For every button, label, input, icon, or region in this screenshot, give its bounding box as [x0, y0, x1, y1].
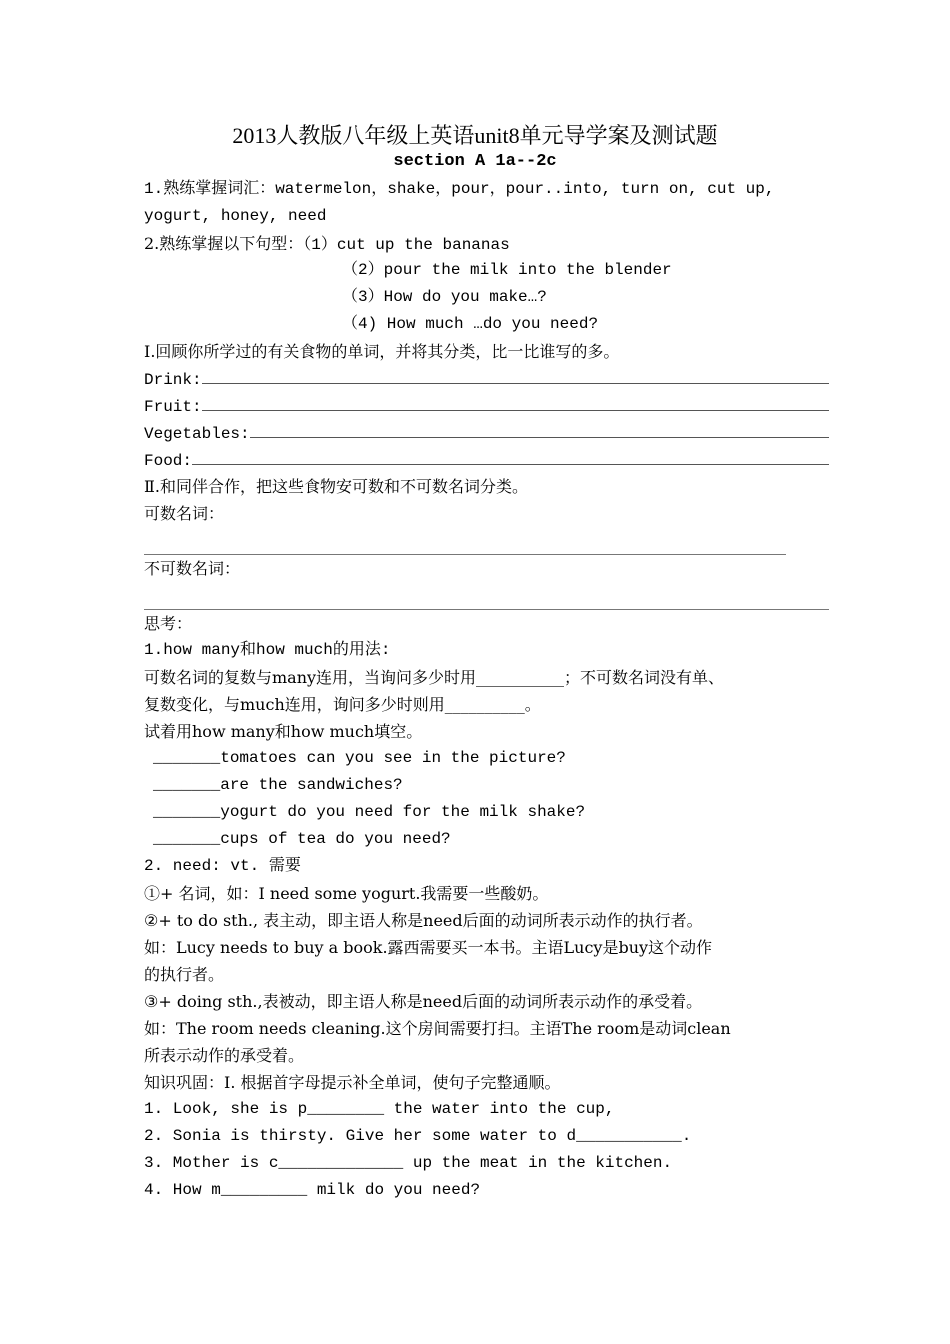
need-usage-3-example-2: 所表示动作的承受着。	[144, 1046, 305, 1065]
exercise-2: 2. Sonia is thirsty. Give her some water to d___________.	[144, 1127, 692, 1145]
goal-2-row	[144, 230, 829, 257]
food-label: Food:	[144, 452, 193, 470]
document-title: 2013人教版八年级上英语unit8单元导学案及测试题	[232, 123, 718, 148]
consolidate-heading: 知识巩固：I. 根据首字母提示补全单词，使句子完整通顺。	[144, 1073, 561, 1092]
uncountable-answer-line[interactable]	[144, 582, 829, 610]
food-row	[144, 446, 829, 473]
food-answer-line[interactable]	[192, 446, 829, 465]
vegetables-row	[144, 419, 829, 446]
section-1-heading: Ⅰ.回顾你所学过的有关食物的单词，并将其分类，比一比谁写的多。	[144, 342, 620, 361]
goal-2-item-1: （1）cut up the bananas	[303, 236, 510, 254]
uncountable-label: 不可数名词：	[144, 559, 241, 578]
think-1: 1.how many和how much的用法:	[144, 641, 391, 659]
fruit-answer-line[interactable]	[202, 392, 829, 411]
goal-2-item-3: （3）How do you make…?	[342, 288, 547, 306]
think-1-para-1: 可数名词的复数与many连用，当询问多少时用___________；不可数名词没有单、	[144, 668, 725, 687]
need-usage-1: ①+ 名词，如：I need some yogurt.我需要一些酸奶。	[144, 884, 549, 903]
think-1-para-2: 复数变化，与much连用，询问多少时则用__________。	[144, 695, 541, 714]
think-1-try: 试着用how many和how much填空。	[144, 722, 423, 741]
need-usage-2: ②+ to do sth., 表主动，即主语人称是need后面的动词所表示动作的执行者。	[144, 911, 703, 930]
goal-2-item-2: （2）pour the milk into the blender	[342, 261, 672, 279]
countable-label: 可数名词：	[144, 504, 225, 523]
drink-row	[144, 365, 829, 392]
need-usage-3-example-1: 如：The room needs cleaning.这个房间需要打扫。主语The room是动词clean	[144, 1019, 731, 1038]
document-body	[144, 176, 829, 1204]
exercise-4: 4. How m_________ milk do you need?	[144, 1181, 481, 1199]
fill-item-3: _______yogurt do you need for the milk shake?	[153, 803, 586, 821]
fill-item-4: _______cups of tea do you need?	[153, 830, 451, 848]
vegetables-label: Vegetables:	[144, 425, 250, 443]
goal-2-label: 2.熟练掌握以下句型：	[144, 234, 304, 253]
need-usage-3: ③+ doing sth.,表被动，即主语人称是need后面的动词所表示动作的承受着。	[144, 992, 703, 1011]
think-2: 2. need: vt. 需要	[144, 857, 301, 875]
vegetables-answer-line[interactable]	[250, 419, 829, 438]
exercise-1: 1. Look, she is p________ the water into the cup,	[144, 1100, 615, 1118]
need-usage-2-example-1: 如：Lucy needs to buy a book.露西需要买一本书。主语Lucy是buy这个动作	[144, 938, 713, 957]
think-label: 思考：	[144, 614, 193, 633]
goal-1-line-1: 1.熟练掌握词汇：watermelon，shake，pour，pour..into, turn on, cut up,	[144, 180, 775, 198]
exercise-3: 3. Mother is c_____________ up the meat in the kitchen.	[144, 1154, 673, 1172]
goal-1-line-2: yogurt, honey, need	[144, 207, 327, 225]
fill-item-2: _______are the sandwiches?	[153, 776, 403, 794]
drink-answer-line[interactable]	[202, 365, 829, 384]
section-2-heading: Ⅱ.和同伴合作，把这些食物安可数和不可数名词分类。	[144, 477, 528, 496]
need-usage-2-example-2: 的执行者。	[144, 965, 225, 984]
section-subtitle: section A 1a--2c	[393, 152, 557, 171]
countable-answer-line[interactable]	[144, 527, 786, 555]
fruit-label: Fruit:	[144, 398, 202, 416]
fruit-row	[144, 392, 829, 419]
goal-2-item-4: （4) How much …do you need?	[342, 315, 599, 333]
fill-item-1: _______tomatoes can you see in the picture?	[153, 749, 566, 767]
drink-label: Drink:	[144, 371, 202, 389]
